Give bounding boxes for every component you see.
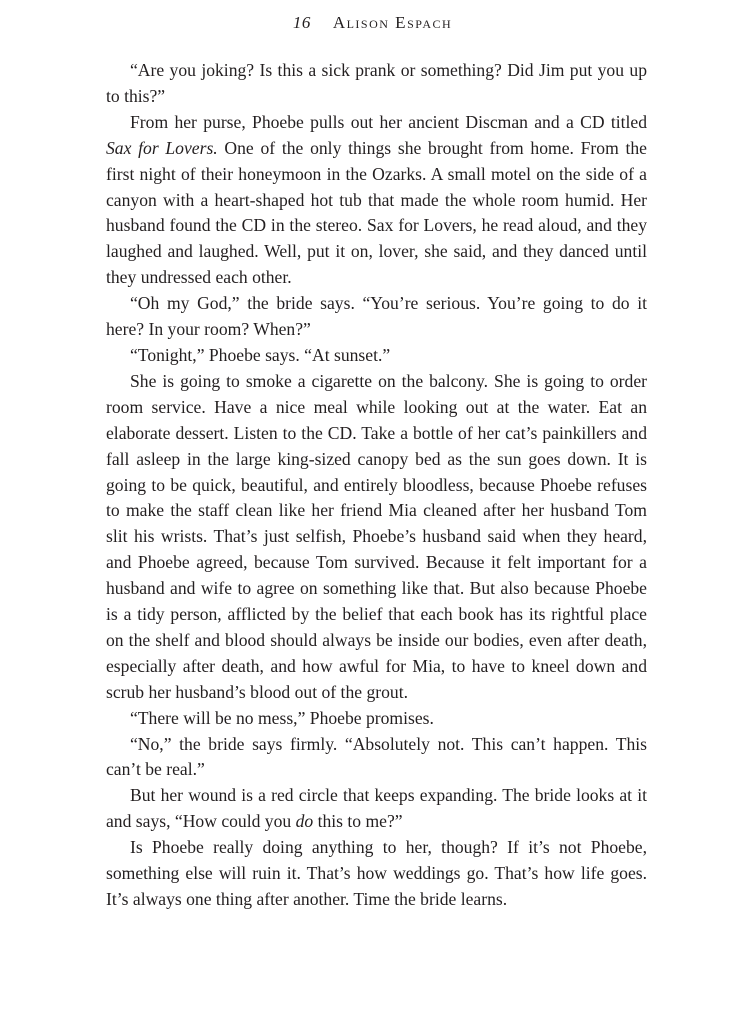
paragraph: “There will be no mess,” Phoebe promises.	[130, 707, 434, 728]
paragraph-text: But her wound is a red circle that keeps expanding. The bride looks at it and says, “How could you	[106, 785, 647, 832]
paragraph	[106, 783, 647, 835]
author-name: Alison Espach	[332, 13, 453, 32]
paragraph-text: this to me?”	[313, 811, 403, 832]
running-head	[0, 11, 745, 35]
body-text	[106, 58, 647, 913]
paragraph: “No,” the bride says firmly. “Absolutely not. This can’t happen. This can’t be real.”	[106, 733, 647, 780]
paragraph: “Are you joking? Is this a sick prank or something? Did Jim put you up to this?”	[106, 60, 647, 106]
paragraph: She is going to smoke a cigarette on the balcony. She is going to order room service. Have a nice meal while looking out at the water. Eat an elaborate dessert. Listen to the CD. Take a bottle of her cat’s painkillers and fall asleep in the large king-sized canopy bed as the sun goes down. It is going to be quick, beautiful, and entirely bloodless, because Phoebe refuses to make the staff clean like her friend Mia cleaned after her husband Tom slit his wrists. That’s just selfish, Phoebe’s husband said when they heard, and Phoebe agreed, because Tom survived. Because it felt important for a husband and wife to agree on something like that. But also because Phoebe is a tidy person, afflicted by the belief that each book has its rightful place on the shelf and blood should always be inside our bodies, even after death, especially after death, and how awful for Mia, to have to kneel down and scrub her husband’s blood out of the grout.	[106, 370, 647, 702]
emphasis: do	[295, 811, 314, 832]
cd-title: Sax for Lovers.	[106, 137, 218, 158]
paragraph: “Oh my God,” the bride says. “You’re serious. You’re going to do it here? In your room? When?”	[106, 293, 647, 340]
paragraph: “Tonight,” Phoebe says. “At sunset.”	[130, 344, 391, 365]
paragraph-text: From her purse, Phoebe pulls out her ancient Discman and a CD titled	[130, 111, 647, 132]
paragraph: Is Phoebe really doing anything to her, though? If it’s not Phoebe, something else will ruin it. That’s how weddings go. That’s how life goes. It’s always one thing after another. Time the bride learns.	[106, 837, 647, 909]
page-number: 16	[292, 13, 311, 32]
paragraph-text: One of the only things she brought from home. From the first night of their honeymoon in the Ozarks. A small motel on the side of a canyon with a heart-shaped hot tub that made the whole room humid. Her husband found the CD in the stereo. Sax for Lovers, he read aloud, and they laughed and laughed. Well, put it on, lover, she said, and they danced until they undressed each other.	[106, 137, 647, 288]
paragraph	[106, 110, 647, 291]
